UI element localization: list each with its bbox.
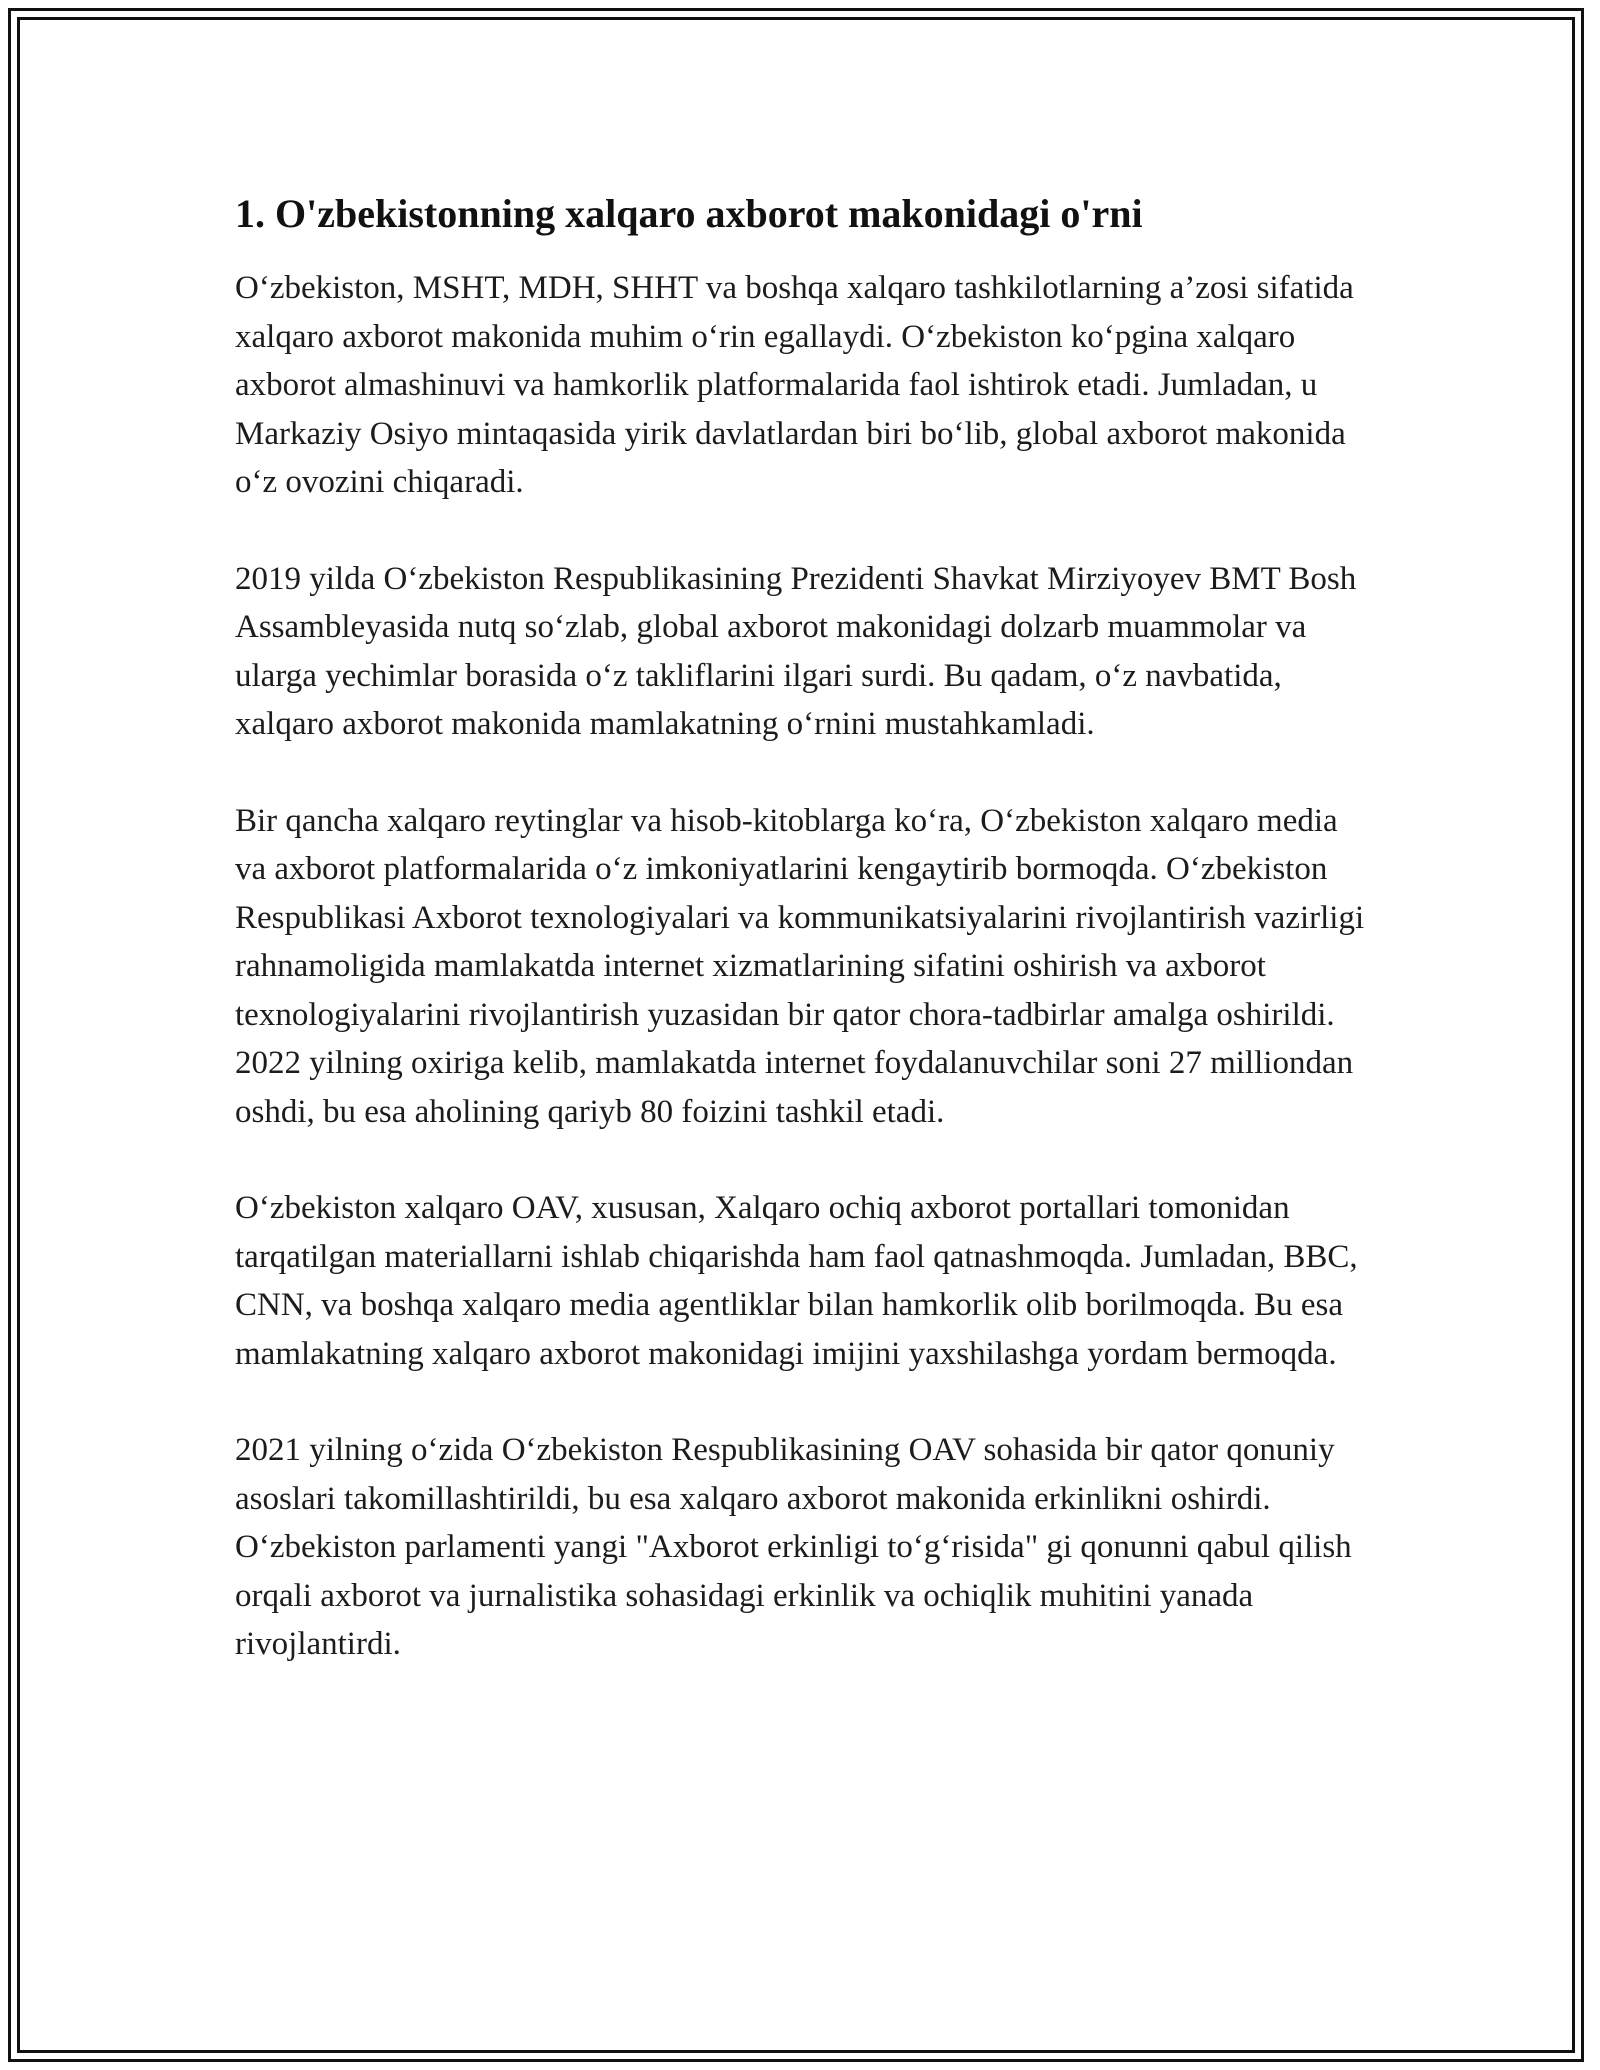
section-heading: 1. O'zbekistonning xalqaro axborot makonidagi o'rni <box>235 191 1143 236</box>
paragraph-3: Bir qancha xalqaro reytinglar va hisob-kitoblarga ko‘ra, O‘zbekiston xalqaro media va axborot platformalarida o‘z imkoniyatlarini kengaytirib bormoqda. O‘zbekiston Respublikasi Axborot texnologiyalari va kommunikatsiyalarini rivojlantirish vazirligi rahnamoligida mamlakatda internet xizmatlarining sifatini oshirish va axborot texnologiyalarini rivojlantirish yuzasidan bir qator chora-tadbirlar amalga oshirildi. 2022 yilning oxiriga kelib, mamlakatda internet foydalanuvchilar soni 27 milliondan oshdi, bu esa aholining qariyb 80 foizini tashkil etadi. <box>235 802 1365 1130</box>
paragraph-5: 2021 yilning o‘zida O‘zbekiston Respublikasining OAV sohasida bir qator qonuniy asoslari takomillashtirildi, bu esa xalqaro axborot makonida erkinlikni oshirdi. O‘zbekiston parlamenti yangi "Axborot erkinligi to‘g‘risida" gi qonunni qabul qilish orqali axborot va jurnalistika sohasidagi erkinlik va ochiqlik muhitini yanada rivojlantirdi. <box>235 1432 1352 1662</box>
paragraph-2: 2019 yilda O‘zbekiston Respublikasining Prezidenti Shavkat Mirziyoyev BMT Bosh Assambleyasida nutq so‘zlab, global axborot makonidagi dolzarb muammolar va ularga yechimlar borasida o‘z takliflarini ilgari surdi. Bu qadam, o‘z navbatida, xalqaro axborot makonida mamlakatning o‘rnini mustahkamladi. <box>235 560 1357 742</box>
paragraph-4: O‘zbekiston xalqaro OAV, xususan, Xalqaro ochiq axborot portallari tomonidan tarqatilgan materiallarni ishlab chiqarishda ham faol qatnashmoqda. Jumladan, BBC, CNN, va boshqa xalqaro media agentliklar bilan hamkorlik olib borilmoqda. Bu esa mamlakatning xalqaro axborot makonidagi imijini yaxshilashga yordam bermoqda. <box>235 1190 1358 1372</box>
paragraph-1: O‘zbekiston, MSHT, MDH, SHHT va boshqa xalqaro tashkilotlarning a’zosi sifatida xalqaro axborot makonida muhim o‘rin egallaydi. O‘zbekiston ko‘pgina xalqaro axborot almashinuvi va hamkorlik platformalarida faol ishtirok etadi. Jumladan, u Markaziy Osiyo mintaqasida yirik davlatlardan biri bo‘lib, global axborot makonida o‘z ovozini chiqaradi. <box>235 270 1354 500</box>
document-body <box>235 186 1375 1717</box>
